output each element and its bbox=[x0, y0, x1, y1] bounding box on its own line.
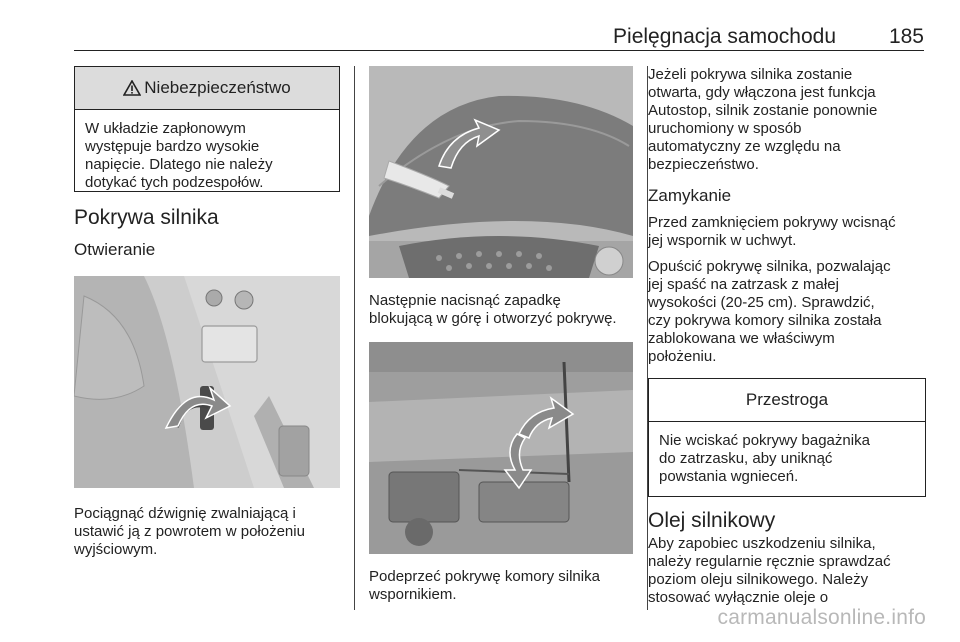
engine-oil-paragraph bbox=[648, 535, 926, 607]
section-title-engine-oil: Olej silnikowy bbox=[648, 509, 776, 532]
text-line: Przed zamknięciem pokrywy wcisnąć bbox=[648, 214, 896, 231]
caution-line: Nie wciskać pokrywy bagażnika bbox=[659, 432, 870, 449]
release-lever-illustration bbox=[74, 276, 340, 488]
text-line: bezpieczeństwo. bbox=[648, 156, 759, 173]
warning-triangle-icon bbox=[123, 80, 141, 96]
danger-line: napięcie. Dlatego nie należy bbox=[85, 156, 273, 173]
text-line: wspornikiem. bbox=[369, 586, 457, 603]
text-line: Podeprzeć pokrywę komory silnika bbox=[369, 568, 600, 585]
release-lever-photo bbox=[74, 276, 340, 488]
hood-prop-photo bbox=[369, 342, 633, 554]
section-title-hood: Pokrywa silnika bbox=[74, 206, 219, 229]
hood-opening-illustration bbox=[369, 66, 633, 278]
text-line: położeniu. bbox=[648, 348, 717, 365]
caution-box-text bbox=[649, 422, 925, 496]
page-header bbox=[74, 22, 924, 51]
text-line: uruchomiony w sposób bbox=[648, 120, 802, 137]
hood-opening-photo bbox=[369, 66, 633, 278]
text-line: jej spaść na zatrzask z małej bbox=[648, 276, 839, 293]
page-number: 185 bbox=[888, 25, 924, 48]
closing-paragraph-2 bbox=[648, 258, 926, 366]
danger-line: dotykać tych podzespołów. bbox=[85, 174, 264, 191]
caution-box bbox=[648, 378, 926, 497]
text-line: jej wspornik w uchwyt. bbox=[648, 232, 797, 249]
subsection-title-opening: Otwieranie bbox=[74, 240, 156, 259]
danger-box-text bbox=[75, 110, 339, 202]
text-line: automatyczny ze względu na bbox=[648, 138, 841, 155]
text-line: wysokości (20-25 cm). Sprawdzić, bbox=[648, 294, 875, 311]
closing-paragraph-1 bbox=[648, 214, 926, 250]
text-line: czy pokrywa komory silnika została bbox=[648, 312, 882, 329]
caution-box-header bbox=[649, 379, 925, 422]
text-line: Jeżeli pokrywa silnika zostanie bbox=[648, 66, 853, 83]
column-separator-1 bbox=[354, 66, 355, 610]
autostop-note bbox=[648, 66, 926, 174]
danger-box bbox=[74, 66, 340, 192]
text-line: otwarta, gdy włączona jest funkcja bbox=[648, 84, 876, 101]
caution-line: do zatrzasku, aby uniknąć bbox=[659, 450, 833, 467]
column-3 bbox=[648, 66, 926, 607]
danger-box-title: Niebezpieczeństwo bbox=[144, 78, 291, 97]
text-line: Autostop, silnik zostanie ponownie bbox=[648, 102, 878, 119]
text-line: Aby zapobiec uszkodzeniu silnika, bbox=[648, 535, 876, 552]
prop-instructions bbox=[369, 568, 633, 604]
text-line: należy regularnie ręcznie sprawdzać bbox=[648, 553, 891, 570]
text-line: Pociągnąć dźwignię zwalniającą i bbox=[74, 505, 296, 522]
latch-instructions bbox=[369, 292, 633, 328]
caution-line: powstania wgnieceń. bbox=[659, 468, 799, 485]
text-line: zablokowana we właściwym bbox=[648, 330, 835, 347]
caution-box-title: Przestroga bbox=[745, 390, 829, 409]
page-title: Pielęgnacja samochodu bbox=[613, 25, 836, 48]
danger-line: występuje bardzo wysokie bbox=[85, 138, 260, 155]
text-line: Następnie nacisnąć zapadkę bbox=[369, 292, 561, 309]
text-line: blokującą w górę i otworzyć pokrywę. bbox=[369, 310, 617, 327]
text-line: Opuścić pokrywę silnika, pozwalając bbox=[648, 258, 891, 275]
column-2 bbox=[369, 66, 633, 604]
opening-instructions bbox=[74, 505, 340, 559]
watermark: carmanualsonline.info bbox=[717, 606, 926, 629]
hood-prop-illustration bbox=[369, 342, 633, 554]
subsection-title-closing: Zamykanie bbox=[648, 186, 732, 205]
text-line: poziom oleju silnikowego. Należy bbox=[648, 571, 869, 588]
text-line: stosować wyłącznie oleje o bbox=[648, 589, 829, 606]
column-1 bbox=[74, 66, 340, 559]
danger-line: W układzie zapłonowym bbox=[85, 120, 246, 137]
text-line: wyjściowym. bbox=[74, 541, 158, 558]
text-line: ustawić ją z powrotem w położeniu bbox=[74, 523, 305, 540]
danger-box-header bbox=[75, 67, 339, 110]
